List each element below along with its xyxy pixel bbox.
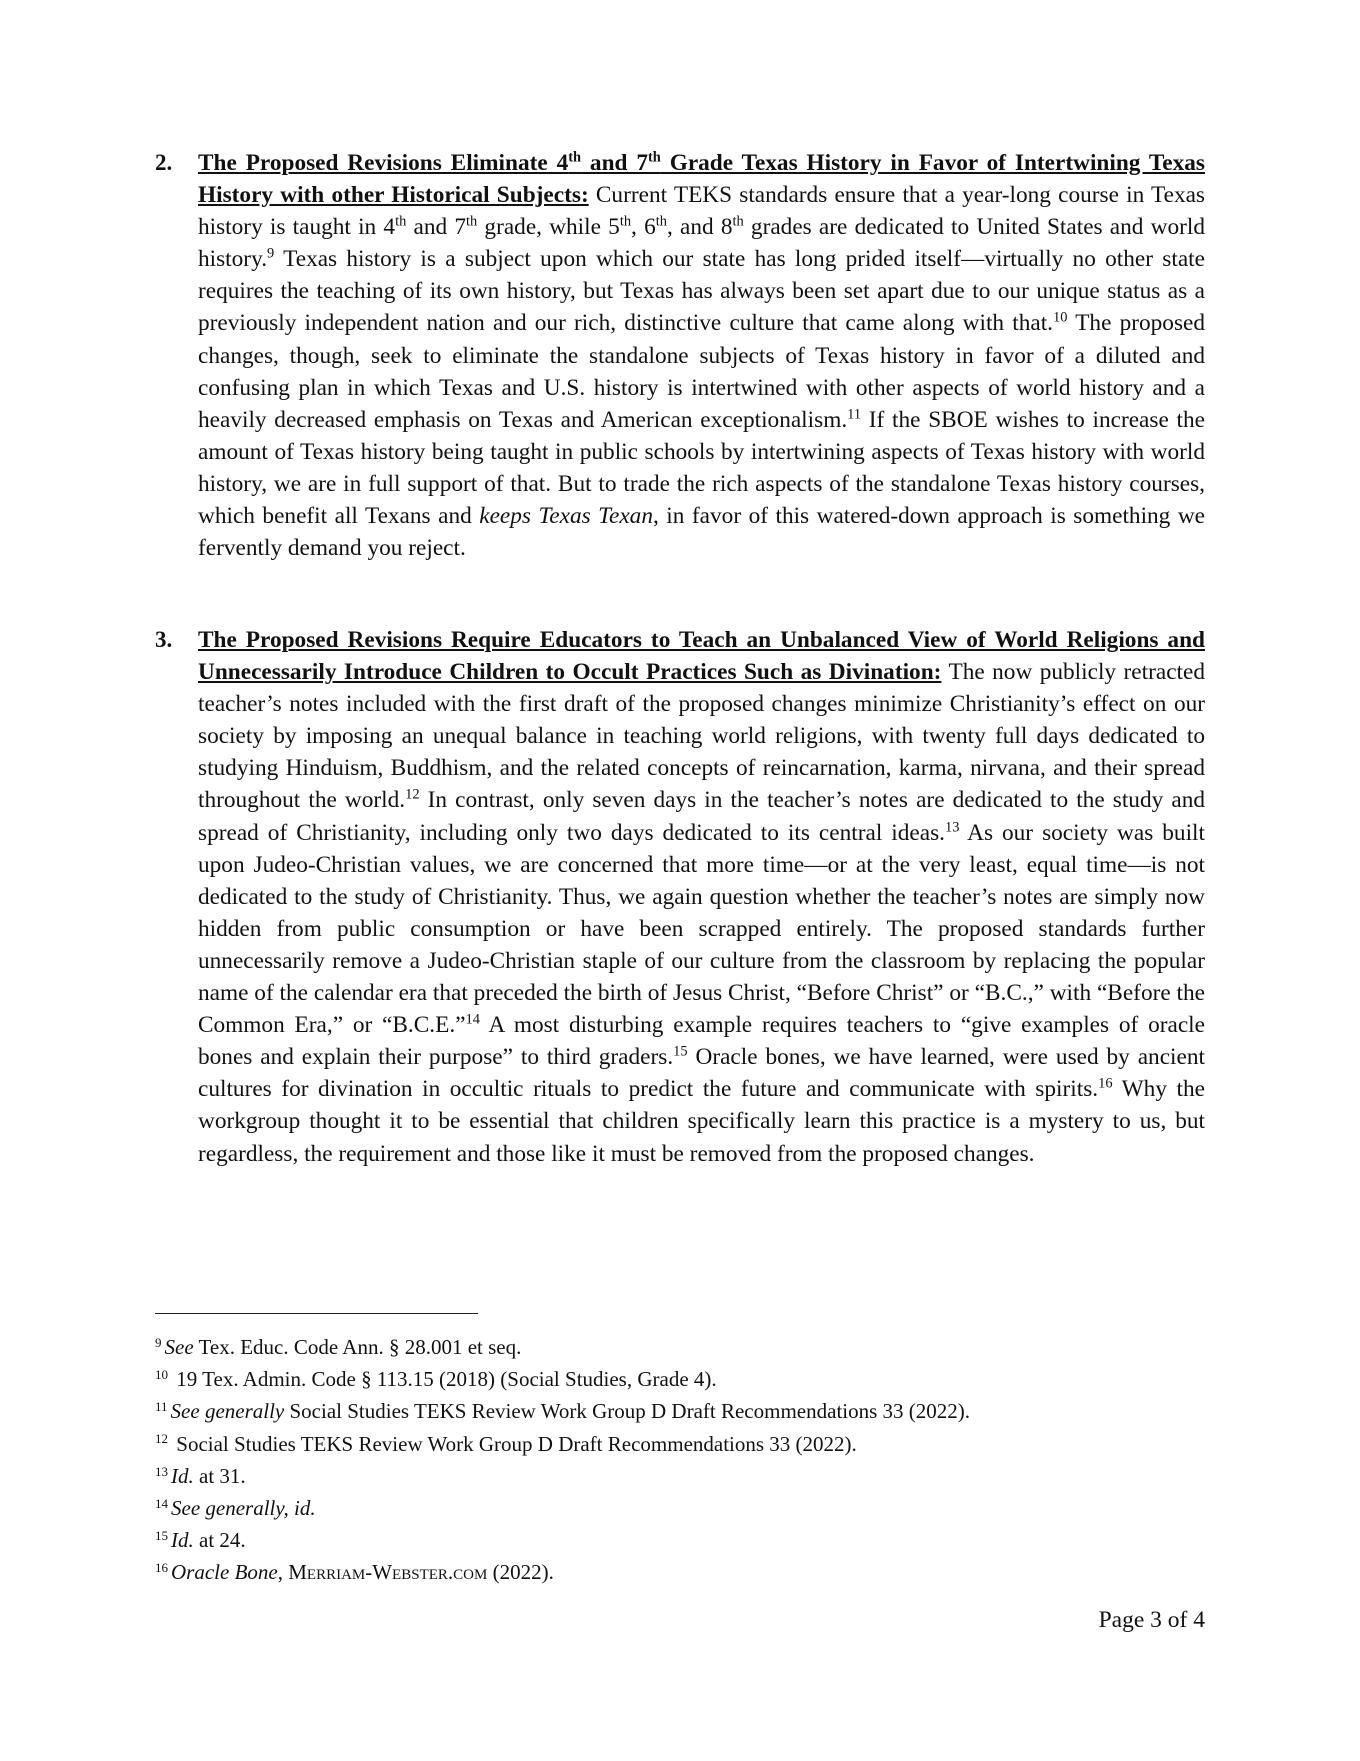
footnote: $^{13}$ Id. at 31. <box>155 1463 246 1488</box>
footnote: $^{16}$ Oracle Bone, Merriam-Webster.com (2022). <box>155 1560 554 1585</box>
footnote-ref[interactable]: 15 <box>673 1043 688 1060</box>
footnote-ref[interactable]: 13 <box>944 818 960 835</box>
footnote-ref[interactable]: 16 <box>1098 1075 1113 1092</box>
footnote: $^{12}$ Social Studies TEKS Review Work Group D Draft Recommendations 33 (2022). <box>155 1431 857 1456</box>
footnotes <box>155 1331 1205 1589</box>
footnote-ref[interactable]: 10 <box>1053 309 1068 326</box>
footnote: $^{11}$ See generally Social Studies TEKS Review Work Group D Draft Recommendations 33 (2022). <box>155 1399 971 1424</box>
footnote-ref[interactable]: 11 <box>847 406 862 423</box>
item-body: The Proposed Revisions Eliminate 4th and 7th Grade Texas History in Favor of Intertwining Texas History with other Historical Subjects: Current TEKS standards ensure that a year-long course in Texas history is taught in 4th and 7th grade, while 5th, 6th, and 8th grades are dedicated to United States and world history.$^9$ Texas history is a subject upon which our state has long prided itself—virtually no other state requires the teaching of its own history, but Texas has always been set apart due to our unique status as a previously independent nation and our rich, distinctive culture that came along with that.$^{10}$ The proposed changes, though, seek to eliminate the standalone subjects of Texas history in favor of a diluted and confusing plan in which Texas and U.S. history is intertwined with other aspects of world history and a heavily decreased emphasis on Texas and American exceptionalism.$^{11}$ If the SBOE wishes to increase the amount of Texas history being taught in public schools by intertwining aspects of Texas history with world history, we are in full support of that. But to trade the rich aspects of the standalone Texas history courses, which benefit all Texans and keeps Texas Texan, in favor of this watered-down approach is something we fervently demand you reject. <box>198 149 1206 562</box>
item-body: The Proposed Revisions Require Educators to Teach an Unbalanced View of World Religions and Unnecessarily Introduce Children to Occult Practices Such as Divination: The now publicly retracted teacher’s notes included with the first draft of the proposed changes minimize Christianity’s effect on our society by imposing an unequal balance in teaching world religions, with twenty full days dedicated to studying Hinduism, Buddhism, and the related concepts of reincarnation, karma, nirvana, and their spread throughout the world.$^{12}$ In contrast, only seven days in the teacher’s notes are dedicated to the study and spread of Christianity, including only two days dedicated to its central ideas.$^{13}$ As our society was built upon Judeo-Christian values, we are concerned that more time—or at the very least, equal time—is not dedicated to the study of Christianity. Thus, we again question whether the teacher’s notes are simply now hidden from public consumption or have been scrapped entirely. The proposed standards further unnecessarily remove a Judeo-Christian staple of our culture from the classroom by replacing the popular name of the calendar era that preceded the birth of Jesus Christ, “Before Christ” or “B.C.,” with “Before the Common Era,” or “B.C.E.”$^{14}$ A most disturbing example requires teachers to “give examples of oracle bones and explain their purpose” to third graders.$^{15}$ Oracle bones, we have learned, were used by ancient cultures for divination in occultic rituals to predict the future and communicate with spirits.$^{16}$ Why the workgroup thought it to be essential that children specifically learn this practice is a mystery to us, but regardless, the requirement and those like it must be removed from the proposed changes. <box>198 627 1205 1167</box>
footnote-ref[interactable]: 9 <box>267 245 275 262</box>
footnote-ref[interactable]: 12 <box>405 786 420 803</box>
section-item-2 <box>155 147 1205 564</box>
item-number: 3. <box>155 627 173 652</box>
page-number: Page 3 of 4 <box>1098 1607 1205 1633</box>
footnote: $^{10}$ 19 Tex. Admin. Code § 113.15 (2018) (Social Studies, Grade 4). <box>155 1367 717 1392</box>
footnote: $^9$ See Tex. Educ. Code Ann. § 28.001 et seq. <box>155 1334 522 1359</box>
item-heading: The Proposed Revisions Eliminate 4th and 7th Grade Texas History in Favor of Intertwining Texas History with other Historical Subjects: <box>198 149 1205 209</box>
item-heading: The Proposed Revisions Require Educators to Teach an Unbalanced View of World Religions and Unnecessarily Introduce Children to Occult Practices Such as Divination: <box>198 627 1205 686</box>
section-item-3 <box>155 624 1205 1170</box>
item-number: 2. <box>155 150 173 175</box>
footnote-ref[interactable]: 14 <box>465 1011 480 1028</box>
footnote: $^{15}$ Id. at 24. <box>155 1527 246 1553</box>
footnote-separator <box>155 1313 478 1314</box>
footnote: $^{14}$ See generally, id. <box>155 1495 316 1520</box>
